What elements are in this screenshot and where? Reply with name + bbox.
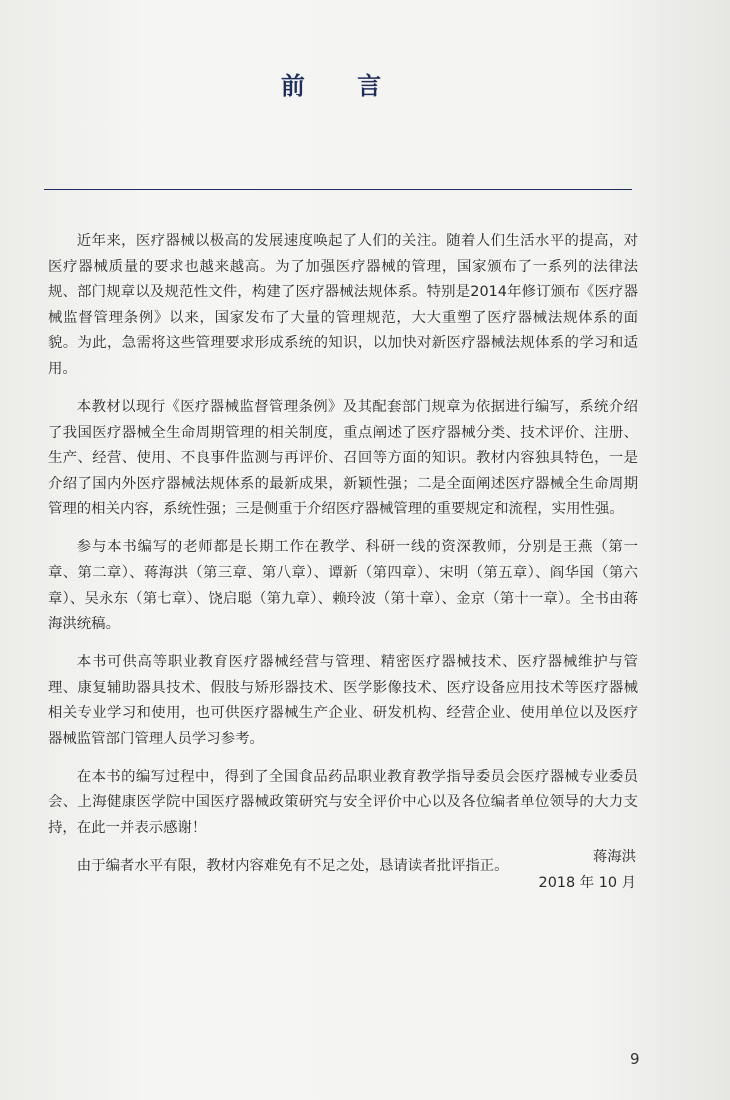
signature-block	[539, 844, 636, 896]
paragraph: 由于编者水平有限，教材内容难免有不足之处，恳请读者批评指正。	[76, 858, 509, 875]
preface-body	[48, 229, 638, 892]
paragraph: 本教材以现行《医疗器械监督管理条例》及其配套部门规章为依据进行编写，系统介绍了我国医疗器械全生命周期管理的相关制度，重点阐述了医疗器械分类、技术评价、注册、生产、经营、使用、不良事件监测与再评价、召回等方面的知识。教材内容独具特色，一是介绍了国内外医疗器械法规体系的最新成果，新颖性强；二是全面阐述医疗器械全生命周期管理的相关内容，系统性强；三是侧重于介绍医疗器械管理的重要规定和流程，实用性强。	[48, 398, 638, 518]
author-name: 蒋海洪	[592, 849, 636, 865]
paragraph: 在本书的编写过程中，得到了全国食品药品职业教育教学指导委员会医疗器械专业委员会、上海健康医学院中国医疗器械政策研究与安全评价中心以及各位编者单位领导的大力支持，在此一并表示感谢！	[48, 768, 638, 837]
page-title: 前 言	[280, 72, 404, 100]
title-divider	[44, 189, 632, 190]
paragraph: 本书可供高等职业教育医疗器械经营与管理、精密医疗器械技术、医疗器械维护与管理、康复辅助器具技术、假肢与矫形器技术、医学影像技术、医疗设备应用技术等医疗器械相关专业学习和使用，也可供医疗器械生产企业、研发机构、经营企业、使用单位以及医疗器械监管部门管理人员学习参考。	[48, 654, 638, 747]
paragraph: 近年来，医疗器械以极高的发展速度唤起了人们的关注。随着人们生活水平的提高，对医疗器械质量的要求也越来越高。为了加强医疗器械的管理，国家颁布了一系列的法律法规、部门规章以及规范性文件，构建了医疗器械法规体系。特别是2014年修订颁布《医疗器械监督管理条例》以来，国家发布了大量的管理规范，大大重塑了医疗器械法规体系的面貌。为此，急需将这些管理要求形成系统的知识，以加快对新医疗器械法规体系的学习和适用。	[48, 233, 638, 377]
page-number: 9	[630, 1050, 640, 1068]
paragraph: 参与本书编写的老师都是长期工作在教学、科研一线的资深教师，分别是王燕（第一章、第二章）、蒋海洪（第三章、第八章）、谭新（第四章）、宋明（第五章）、阎华国（第六章）、吴永东（第七章）、饶启聪（第九章）、赖玲波（第十章）、金京（第十一章）。全书由蒋海洪统稿。	[48, 539, 638, 633]
signature-date: 2018 年 10 月	[538, 875, 636, 891]
